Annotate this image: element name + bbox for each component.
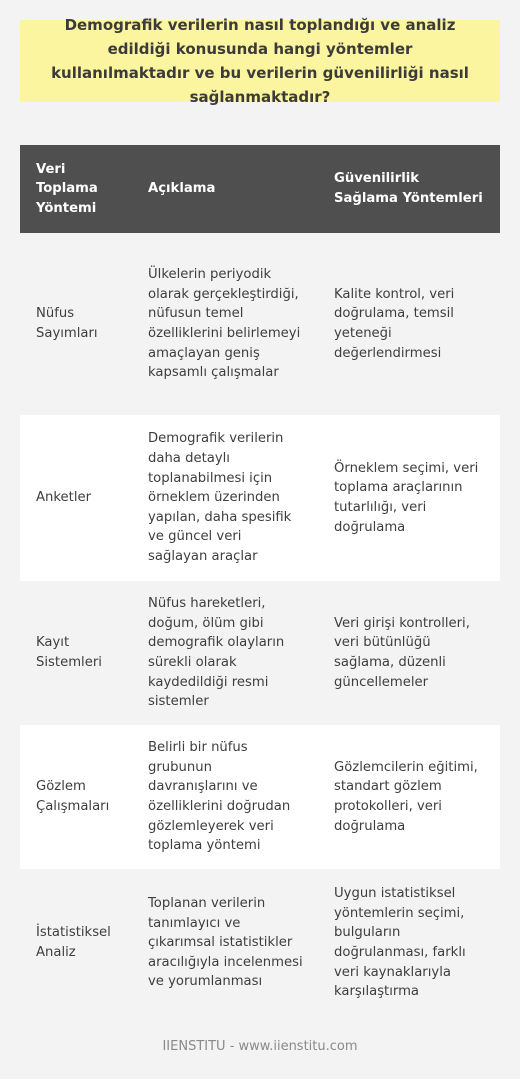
methods-table	[20, 145, 500, 1017]
cell-description: Belirli bir nüfus grubunun davranışlarını ve özelliklerini doğrudan gözlemleyerek veri toplama yöntemi	[132, 725, 318, 869]
cell-reliability: Kalite kontrol, veri doğrulama, temsil yeteneği değerlendirmesi	[318, 233, 500, 415]
cell-reliability: Gözlemcilerin eğitimi, standart gözlem protokolleri, veri doğrulama	[318, 725, 500, 869]
cell-method: Kayıt Sistemleri	[20, 581, 132, 725]
cell-description: Demografik verilerin daha detaylı toplanabilmesi için örneklem üzerinden yapılan, daha spesifik ve güncel veri sağlayan araçlar	[132, 415, 318, 581]
header-method: Veri Toplama Yöntemi	[20, 145, 132, 233]
table-row	[20, 725, 500, 869]
cell-method: Gözlem Çalışmaları	[20, 725, 132, 869]
cell-description: Nüfus hareketleri, doğum, ölüm gibi demografik olayların sürekli olarak kaydedildiği resmi sistemler	[132, 581, 318, 725]
footer-credit: IIENSTITU - www.iienstitu.com	[162, 1039, 358, 1054]
table-row	[20, 869, 500, 1017]
cell-reliability: Uygun istatistiksel yöntemlerin seçimi, bulguların doğrulanması, farklı veri kaynaklarıyla karşılaştırma	[318, 869, 500, 1017]
cell-method: Nüfus Sayımları	[20, 233, 132, 415]
table-header-row	[20, 145, 500, 233]
title-banner	[20, 16, 500, 106]
table-row	[20, 415, 500, 581]
table-row	[20, 233, 500, 415]
cell-description: Ülkelerin periyodik olarak gerçekleştirdiği, nüfusun temel özelliklerini belirlemeyi amaçlayan geniş kapsamlı çalışmalar	[132, 233, 318, 415]
cell-method: Anketler	[20, 415, 132, 581]
cell-reliability: Örneklem seçimi, veri toplama araçlarının tutarlılığı, veri doğrulama	[318, 415, 500, 581]
cell-reliability: Veri girişi kontrolleri, veri bütünlüğü sağlama, düzenli güncellemeler	[318, 581, 500, 725]
cell-method: İstatistiksel Analiz	[20, 869, 132, 1017]
table-row	[20, 581, 500, 725]
page-title: Demografik verilerin nasıl toplandığı ve analiz edildiği konusunda hangi yöntemler kullanılmaktadır ve bu verilerin güvenilirliği nasıl sağlanmaktadır?	[51, 16, 469, 106]
header-reliability: Güvenilirlik Sağlama Yöntemleri	[318, 145, 500, 233]
header-description: Açıklama	[132, 145, 318, 233]
cell-description: Toplanan verilerin tanımlayıcı ve çıkarımsal istatistikler aracılığıyla incelenmesi ve yorumlanması	[132, 869, 318, 1017]
